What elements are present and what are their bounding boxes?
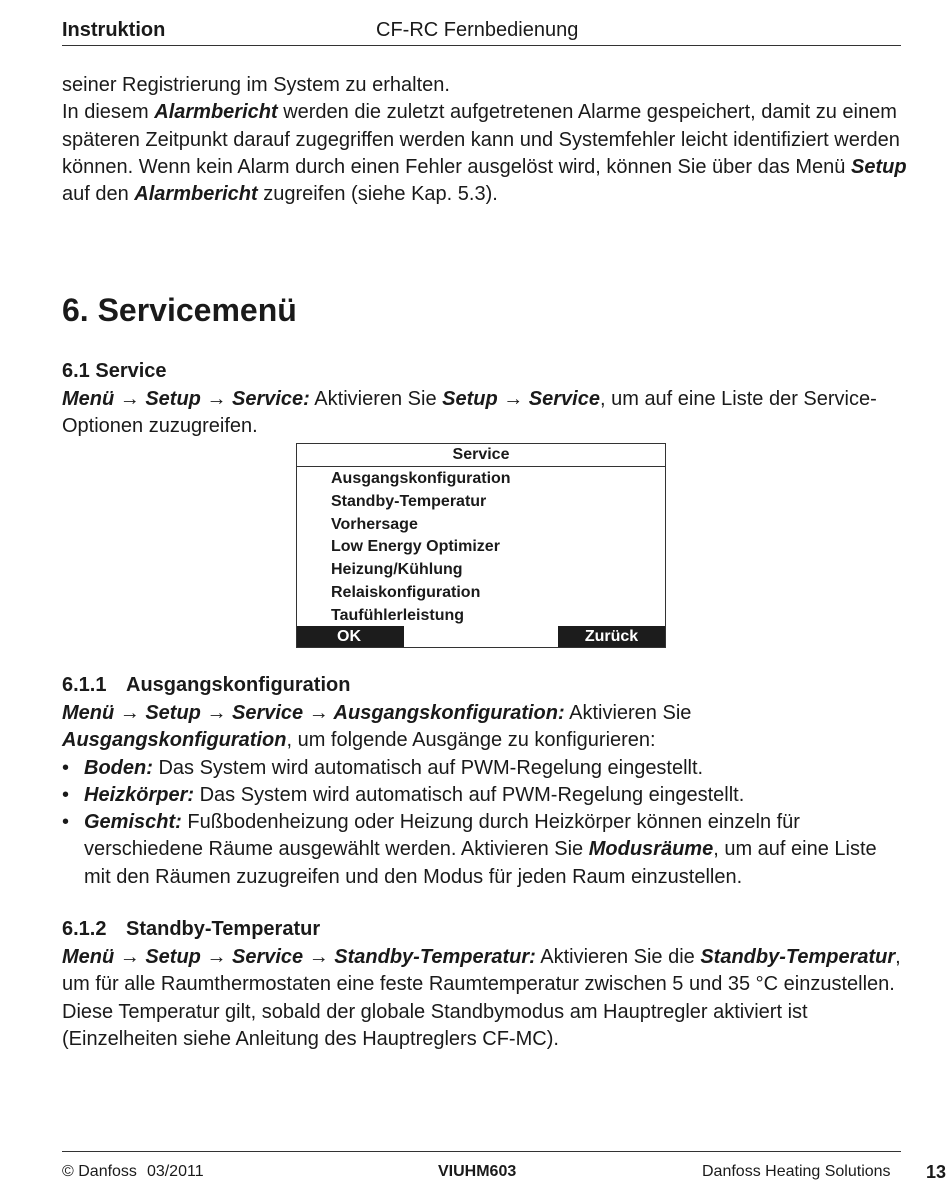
menu-path: Menü → Setup → Service: bbox=[62, 388, 310, 410]
text-run: werden die zuletzt aufgetretenen Alarme gespeichert, damit zu einem späteren Zeitpunkt darauf zugegriffen werden kann und Systemfehler leicht identifiziert werden können. Wenn kein Alarm durch einen Fehler ausgelöst wird, können Sie über das Menü bbox=[62, 101, 900, 178]
menu-path: Menü → Setup → Service → Standby-Temperatur: bbox=[62, 946, 536, 968]
service-menu-screen bbox=[296, 443, 666, 648]
text-run: , um auf eine Liste der Service-Optionen zuzugreifen. bbox=[62, 388, 877, 438]
menu-item-taufuehlerleistung[interactable]: Taufühlerleistung bbox=[331, 606, 465, 624]
service-paragraph bbox=[62, 386, 907, 441]
header-section: Instruktion bbox=[62, 19, 166, 41]
subsection-heading: 6.1 Service bbox=[62, 360, 167, 382]
footer-doc-code: VIUHM603 bbox=[438, 1163, 517, 1180]
subsection-number: 6.1.1 bbox=[62, 674, 107, 696]
option-text: Das System wird automatisch auf PWM-Regelung eingestellt. bbox=[194, 783, 745, 806]
service-menu-list bbox=[331, 468, 511, 628]
text-run: zugreifen (siehe Kap. 5.3). bbox=[257, 183, 498, 206]
standby-temperature-paragraph bbox=[62, 944, 907, 1053]
screen-title: Service bbox=[297, 444, 665, 467]
back-softkey[interactable]: Zurück bbox=[558, 626, 665, 647]
text-run: Aktivieren Sie die bbox=[535, 946, 701, 968]
text-run: , um für alle Raumthermostaten eine feste Raumtemperatur zwischen 5 und 35 °C einzustellen. Diese Temperatur gilt, sobald der globale Standbymodus am Hauptregler aktiviert ist (Einzelheiten siehe Anleitung des Hauptreglers CF-MC). bbox=[62, 946, 901, 1050]
subsection-title: Standby-Temperatur bbox=[126, 918, 321, 940]
text-run: auf den bbox=[62, 183, 135, 206]
intro-paragraph bbox=[62, 72, 907, 208]
menu-item-low-energy-optimizer[interactable]: Low Energy Optimizer bbox=[331, 538, 500, 556]
menu-item-ausgangskonfiguration[interactable]: Ausgangskonfiguration bbox=[331, 470, 511, 487]
subsection-number: 6.1.2 bbox=[62, 918, 107, 940]
output-config-paragraph bbox=[62, 700, 907, 891]
list-item bbox=[62, 809, 907, 891]
menu-item-relaiskonfiguration[interactable]: Relaiskonfiguration bbox=[331, 583, 481, 601]
menu-path-term: Ausgangskonfiguration bbox=[62, 729, 287, 752]
footer-company: Danfoss Heating Solutions bbox=[702, 1163, 891, 1180]
copyright-text: © Danfoss bbox=[62, 1163, 137, 1180]
option-term: Boden: bbox=[84, 756, 153, 779]
option-text: Fußbodenheizung oder Heizung durch Heizkörper können einzeln für verschiedene Räume ausgewählt werden. Aktivieren Sie bbox=[84, 811, 800, 861]
list-item bbox=[62, 755, 907, 782]
menu-item-heizung-kuehlung[interactable]: Heizung/Kühlung bbox=[331, 561, 463, 579]
menu-item-vorhersage[interactable]: Vorhersage bbox=[331, 515, 418, 533]
menu-item-standby-temperatur[interactable]: Standby-Temperatur bbox=[331, 492, 487, 510]
menu-path: Menü → Setup → Service → Ausgangskonfiguration: bbox=[62, 702, 565, 724]
section-heading: 6. Servicemenü bbox=[62, 292, 297, 328]
footer-divider bbox=[62, 1151, 901, 1152]
ok-softkey[interactable]: OK bbox=[297, 626, 404, 647]
option-text: Das System wird automatisch auf PWM-Regelung eingestellt. bbox=[152, 756, 704, 779]
text-run: In diesem bbox=[62, 101, 155, 124]
output-options-list bbox=[62, 755, 907, 891]
text-run: Aktivieren Sie bbox=[309, 388, 443, 410]
intro-line: seiner Registrierung im System zu erhalten. bbox=[62, 74, 450, 96]
list-item bbox=[62, 782, 907, 809]
footer-copyright bbox=[62, 1163, 204, 1181]
header-divider bbox=[62, 45, 901, 46]
option-term: Heizkörper: bbox=[84, 783, 195, 806]
setup-term: Setup bbox=[850, 155, 907, 178]
option-text: , um auf eine Liste mit den Räumen zuzugreifen und den Modus für jeden Raum einzustellen. bbox=[84, 838, 877, 888]
alarm-report-term: Alarmbericht bbox=[134, 183, 258, 206]
subsection-title: Ausgangskonfiguration bbox=[126, 674, 351, 696]
option-term: Gemischt: bbox=[84, 811, 182, 834]
menu-path-term: Setup → Service bbox=[442, 388, 600, 410]
footer-date: 03/2011 bbox=[146, 1163, 204, 1180]
menu-path-term: Standby-Temperatur bbox=[700, 946, 896, 968]
alarm-report-paragraph bbox=[62, 99, 907, 208]
header-title: CF-RC Fernbedienung bbox=[376, 19, 579, 41]
option-term: Modusräume bbox=[588, 838, 714, 861]
page-number: 13 bbox=[926, 1162, 947, 1182]
text-run: Aktivieren Sie bbox=[564, 702, 692, 724]
alarm-report-term: Alarmbericht bbox=[154, 101, 278, 124]
text-run: , um folgende Ausgänge zu konfigurieren: bbox=[286, 729, 656, 752]
subsection-heading bbox=[62, 918, 320, 941]
subsection-heading bbox=[62, 674, 350, 697]
